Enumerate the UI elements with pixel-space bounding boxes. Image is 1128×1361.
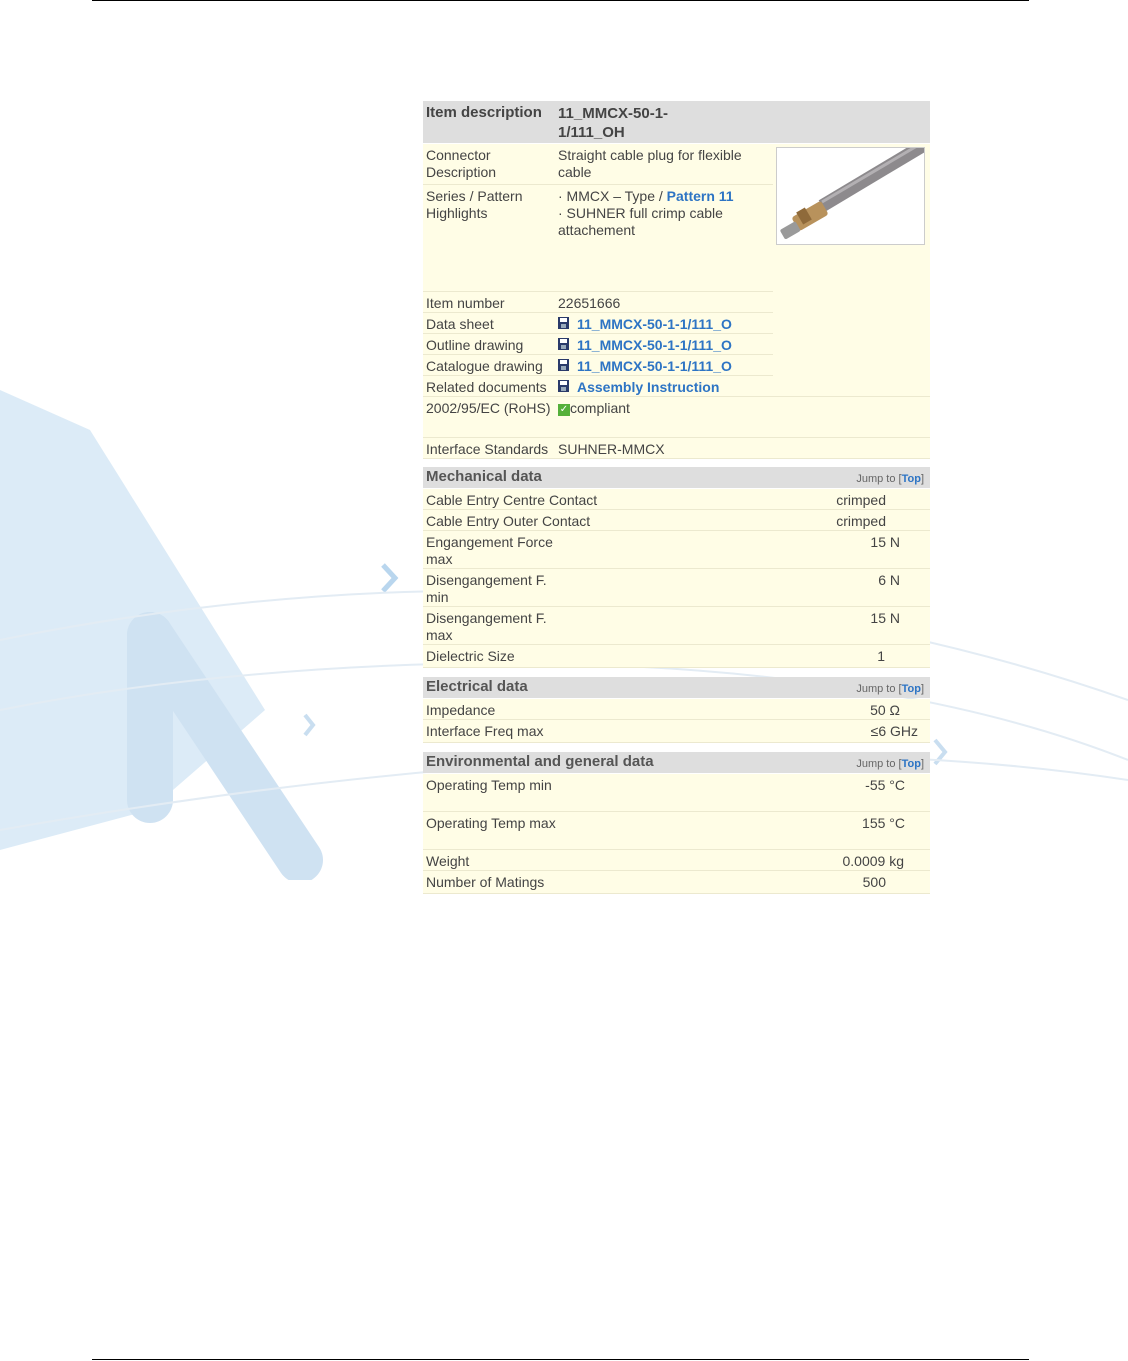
table-row	[423, 720, 930, 743]
data-sheet-label: Data sheet	[426, 316, 494, 332]
electrical-data-title: Electrical data	[426, 678, 528, 695]
jump-suffix: ]	[920, 683, 924, 695]
outline-drawing-label: Outline drawing	[426, 337, 524, 353]
spec-label: Operating Temp max	[426, 815, 556, 831]
related-documents-label: Related documents	[426, 379, 547, 395]
item-number-label: Item number	[426, 295, 505, 311]
spec-value: 6 N	[878, 572, 900, 588]
spec-value: 500	[862, 874, 886, 890]
spec-label: Cable Entry Outer Contact	[426, 513, 591, 529]
environmental-data-title: Environmental and general data	[426, 753, 654, 770]
mechanical-data-header	[423, 467, 930, 488]
interface-standards-value: SUHNER-MMCX	[558, 441, 665, 457]
spec-label: Operating Temp min	[426, 777, 552, 793]
table-row	[423, 871, 930, 894]
spec-value: crimped	[836, 513, 886, 529]
item-number-value: 22651666	[558, 295, 621, 311]
mechanical-data-title: Mechanical data	[426, 468, 542, 485]
spec-value: -55 °C	[865, 777, 905, 793]
series-line2-text: · SUHNER full crimp cable attachement	[558, 205, 723, 238]
spec-value: crimped	[836, 492, 886, 508]
spec-value: 15 N	[870, 534, 900, 550]
item-description-label: Item description	[426, 104, 542, 121]
outline-drawing-row	[423, 334, 773, 355]
table-row	[423, 531, 930, 569]
jump-suffix: ]	[920, 758, 924, 770]
related-documents-row	[423, 376, 930, 397]
spec-value: 15 N	[870, 610, 900, 626]
table-row	[423, 850, 930, 871]
jump-prefix: Jump to [	[856, 683, 902, 695]
series-line1-text: · MMCX – Type /	[558, 188, 667, 204]
connector-description-row	[423, 144, 773, 185]
rohs-value: compliant	[570, 400, 630, 416]
rohs-label: 2002/95/EC (RoHS)	[426, 400, 551, 416]
table-row	[423, 699, 930, 720]
jump-to-top	[856, 756, 924, 773]
spec-label: Weight	[426, 853, 470, 869]
pattern-link[interactable]: Pattern 11	[666, 188, 734, 204]
jump-to-top	[856, 471, 924, 488]
jump-prefix: Jump to [	[856, 473, 902, 485]
environmental-data-header	[423, 752, 930, 773]
catalogue-drawing-link[interactable]: 11_MMCX-50-1-1/111_O	[577, 358, 732, 374]
floppy-disk-icon[interactable]	[558, 317, 569, 329]
floppy-disk-icon[interactable]	[558, 338, 569, 350]
top-link[interactable]: Top	[901, 683, 921, 695]
item-info-panel	[423, 144, 930, 459]
item-description-value: 11_MMCX-50-1-1/111_OH	[558, 105, 669, 141]
catalogue-drawing-label: Catalogue drawing	[426, 358, 543, 374]
floppy-disk-icon[interactable]	[558, 380, 569, 392]
outline-drawing-link[interactable]: 11_MMCX-50-1-1/111_O	[577, 337, 732, 353]
spec-label: Impedance	[426, 702, 496, 718]
spec-value: 0.0009 kg	[842, 853, 904, 869]
item-number-row	[423, 292, 773, 313]
spec-label: Dielectric Size	[426, 648, 515, 664]
jump-to-top	[856, 681, 924, 698]
footer-rule	[92, 1359, 1029, 1360]
table-row	[423, 645, 930, 668]
assembly-instruction-link[interactable]: Assembly Instruction	[577, 379, 720, 395]
table-row	[423, 812, 930, 850]
spec-value: 1	[877, 648, 885, 664]
spec-label: Disengangement F. min	[426, 572, 547, 605]
spec-value: 50 Ω	[870, 702, 900, 718]
interface-standards-row	[423, 438, 930, 459]
table-row	[423, 569, 930, 607]
electrical-data-header	[423, 677, 930, 698]
checkmark-icon: ✓	[559, 404, 569, 415]
data-sheet-row	[423, 313, 773, 334]
connector-description-value: Straight cable plug for flexible cable	[558, 147, 742, 180]
catalogue-drawing-row	[423, 355, 773, 376]
header-rule	[92, 0, 1029, 1]
spec-label: Disengangement F. max	[426, 610, 547, 643]
product-photo	[776, 147, 925, 245]
table-row	[423, 607, 930, 645]
table-row	[423, 510, 930, 531]
spec-label: Engangement Force max	[426, 534, 553, 567]
floppy-disk-icon[interactable]	[558, 359, 569, 371]
spec-value: 155 °C	[862, 815, 905, 831]
spec-label: Number of Matings	[426, 874, 545, 890]
connector-description-label: Connector Description	[426, 147, 497, 180]
spec-label: Cable Entry Centre Contact	[426, 492, 598, 508]
series-label: Series / Pattern Highlights	[426, 188, 523, 221]
top-link[interactable]: Top	[901, 758, 921, 770]
interface-standards-label: Interface Standards	[426, 441, 549, 457]
spec-label: Interface Freq max	[426, 723, 544, 739]
top-link[interactable]: Top	[901, 473, 921, 485]
table-row	[423, 774, 930, 812]
rohs-row	[423, 397, 930, 438]
data-sheet-link[interactable]: 11_MMCX-50-1-1/111_O	[577, 316, 732, 332]
item-description-header	[423, 101, 930, 143]
series-row	[423, 185, 773, 292]
jump-prefix: Jump to [	[856, 758, 902, 770]
table-row	[423, 489, 930, 510]
spec-value: ≤6 GHz	[870, 723, 918, 739]
jump-suffix: ]	[920, 473, 924, 485]
series-value	[558, 188, 768, 239]
